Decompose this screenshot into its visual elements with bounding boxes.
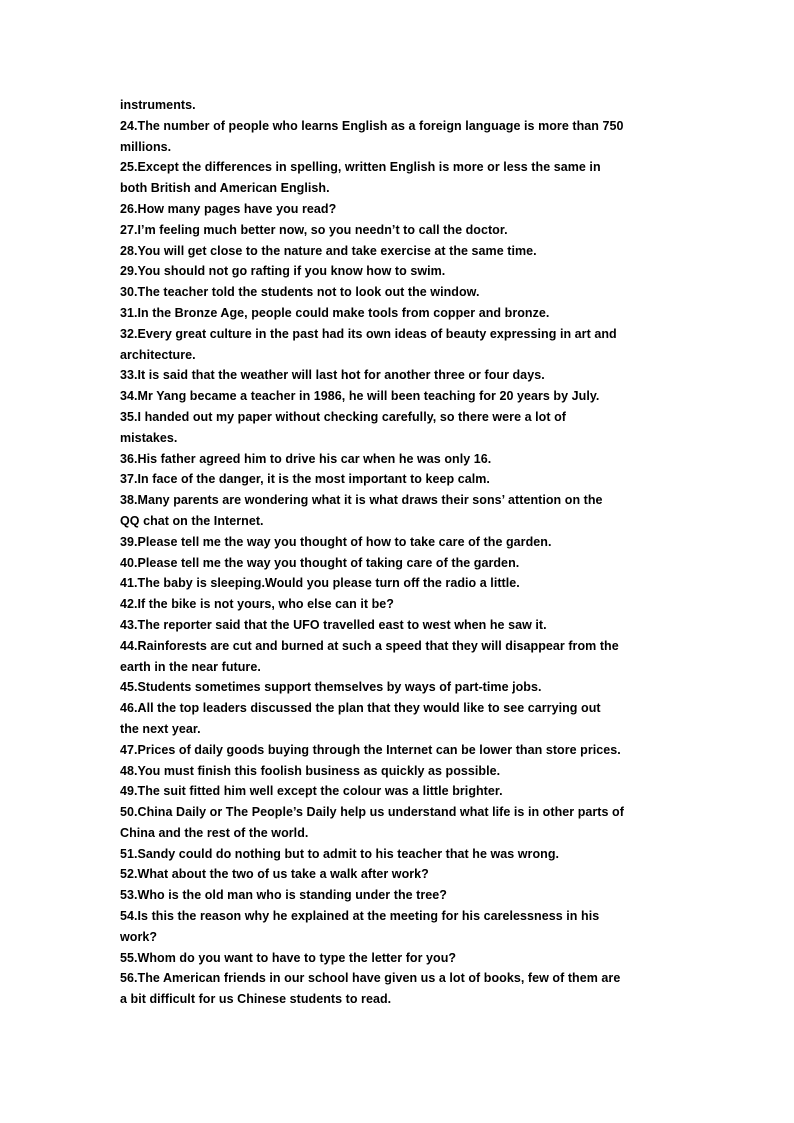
text-line: 32.Every great culture in the past had its own ideas of beauty expressing in art and — [120, 326, 617, 341]
text-line: the next year. — [120, 721, 201, 736]
document-page — [120, 95, 680, 1010]
text-line: 25.Except the differences in spelling, written English is more or less the same in — [120, 160, 601, 175]
text-line: 44.Rainforests are cut and burned at such a speed that they will disappear from the — [120, 638, 619, 653]
text-line: 39.Please tell me the way you thought of how to take care of the garden. — [120, 534, 552, 549]
text-line: 47.Prices of daily goods buying through the Internet can be lower than store prices. — [120, 742, 621, 757]
text-line: 35.I handed out my paper without checking carefully, so there were a lot of — [120, 409, 566, 424]
text-line: 48.You must finish this foolish business as quickly as possible. — [120, 763, 501, 778]
text-line: 30.The teacher told the students not to look out the window. — [120, 285, 480, 300]
text-line: instruments. — [120, 98, 196, 112]
text-line: QQ chat on the Internet. — [120, 513, 264, 528]
text-line: 24.The number of people who learns English as a foreign language is more than 750 — [120, 118, 624, 133]
text-line: 36.His father agreed him to drive his car when he was only 16. — [120, 451, 492, 466]
text-line: 53.Who is the old man who is standing under the tree? — [120, 888, 447, 903]
text-line: 55.Whom do you want to have to type the letter for you? — [120, 950, 457, 965]
text-line: a bit difficult for us Chinese students to read. — [120, 992, 392, 1007]
text-line: both British and American English. — [120, 181, 330, 196]
text-line: 33.It is said that the weather will last hot for another three or four days. — [120, 368, 545, 383]
text-line: 42.If the bike is not yours, who else can it be? — [120, 597, 394, 612]
text-line: 26.How many pages have you read? — [120, 201, 337, 216]
text-line: 37.In face of the danger, it is the most important to keep calm. — [120, 472, 490, 487]
text-line: 38.Many parents are wondering what it is what draws their sons’ attention on the — [120, 493, 603, 508]
text-line: 52.What about the two of us take a walk after work? — [120, 867, 429, 882]
text-line: 40.Please tell me the way you thought of taking care of the garden. — [120, 555, 520, 570]
text-line: 56.The American friends in our school have given us a lot of books, few of them are — [120, 971, 621, 986]
text-line: 49.The suit fitted him well except the colour was a little brighter. — [120, 784, 503, 799]
text-line: 28.You will get close to the nature and take exercise at the same time. — [120, 243, 537, 258]
text-line: earth in the near future. — [120, 659, 261, 674]
text-line: millions. — [120, 139, 172, 154]
text-line: 31.In the Bronze Age, people could make tools from copper and bronze. — [120, 305, 550, 320]
text-line: 27.I’m feeling much better now, so you needn’t to call the doctor. — [120, 222, 508, 237]
text-line: 46.All the top leaders discussed the plan that they would like to see carrying out — [120, 701, 601, 716]
text-line: 51.Sandy could do nothing but to admit to his teacher that he was wrong. — [120, 846, 560, 861]
text-line: China and the rest of the world. — [120, 825, 309, 840]
text-line: mistakes. — [120, 430, 178, 445]
text-line: architecture. — [120, 347, 196, 362]
text-line: 45.Students sometimes support themselves by ways of part-time jobs. — [120, 680, 542, 695]
text-line: 34.Mr Yang became a teacher in 1986, he will been teaching for 20 years by July. — [120, 389, 600, 404]
text-line: 41.The baby is sleeping.Would you please turn off the radio a little. — [120, 576, 520, 591]
text-line: 54.Is this the reason why he explained at the meeting for his carelessness in his — [120, 909, 600, 924]
text-line: work? — [120, 929, 158, 944]
text-line: 29.You should not go rafting if you know how to swim. — [120, 264, 446, 279]
text-line: 43.The reporter said that the UFO travelled east to west when he saw it. — [120, 617, 547, 632]
text-line: 50.China Daily or The People’s Daily help us understand what life is in other parts of — [120, 805, 624, 820]
